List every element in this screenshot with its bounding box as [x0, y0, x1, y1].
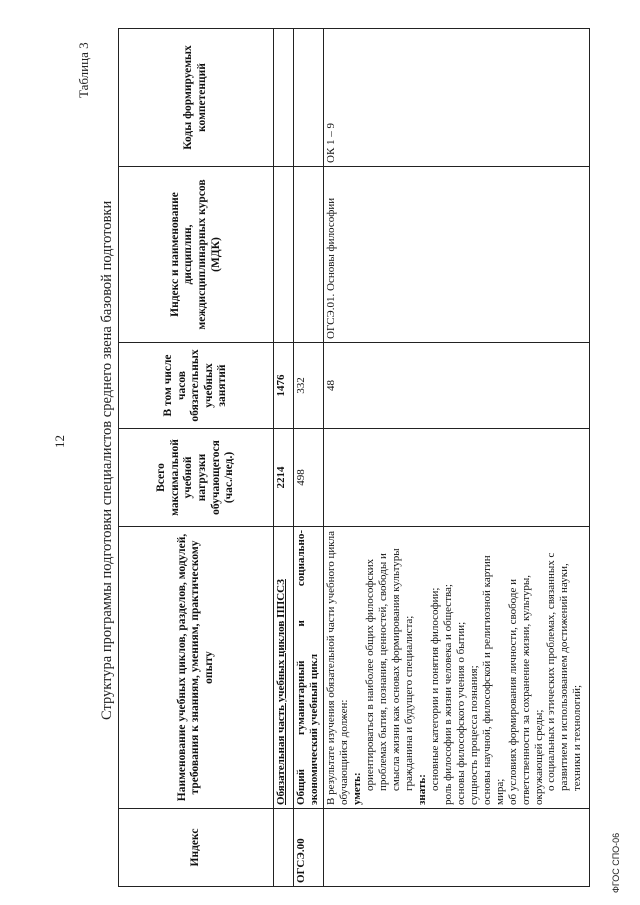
desc-heading-znat: знать: [415, 774, 428, 805]
table-row-mandatory [274, 29, 294, 887]
table-header-row [119, 29, 274, 887]
header-codes: Коды формируемых компетенций [119, 29, 274, 167]
cycle-total: 498 [294, 429, 324, 527]
content-description [324, 527, 590, 809]
mandatory-label: Обязательная часть учебных циклов ППССЗ [274, 527, 294, 809]
table-row-cycle [294, 29, 324, 887]
header-total: Всего максимальной учебной нагрузки обучающегося (час./нед.) [119, 429, 274, 527]
cycle-label-word2: гуманитарный [295, 660, 307, 735]
table-row-content [324, 29, 590, 887]
desc-line: основы научной, философской и религиозной картин мира; [480, 555, 506, 805]
desc-heading-umet: уметь: [350, 772, 363, 805]
cycle-label [294, 527, 324, 809]
header-name: Наименование учебных циклов, разделов, модулей, требования к знаниям, умениям, практическому опыту [119, 527, 274, 809]
desc-line: В результате изучения обязательной части учебного цикла обучающийся должен: [325, 531, 350, 805]
footer-mark: ФГОС СПО-06 [611, 832, 621, 893]
desc-line: об условиях формирования личности, свободе и ответственности за сохранение жизни, культуры, окружающей среды; [506, 574, 545, 805]
cycle-index: ОГСЭ.00 [294, 809, 324, 887]
cycle-label-word1: Общий [295, 768, 307, 805]
mandatory-required: 1476 [274, 343, 294, 429]
desc-line: основы философского учения о бытии; [454, 621, 467, 805]
content-codes: ОК 1 – 9 [324, 29, 590, 167]
cycle-label-word3: и [295, 620, 307, 627]
structure-table [118, 28, 590, 887]
header-index: Индекс [119, 809, 274, 887]
desc-line: сущность процесса познания; [467, 665, 480, 805]
desc-line: ориентироваться в наиболее общих философских проблемах бытия, познания, ценностей, свободы и смысла жизни как основах формирования культуры гражданина и будущего специалиста; [363, 548, 415, 791]
content-required: 48 [324, 343, 590, 429]
content-discipline: ОГСЭ.01. Основы философии [324, 167, 590, 343]
header-discipline: Индекс и наименование дисциплин, междисциплинарных курсов (МДК) [119, 167, 274, 343]
header-required: В том числе часов обязательных учебных занятий [119, 343, 274, 429]
cycle-label-word4: социально- [295, 530, 307, 587]
cycle-label-line2: экономический учебный цикл [307, 653, 320, 805]
desc-line: роль философии в жизни человека и общества; [441, 584, 454, 805]
table-label: Таблица 3 [76, 42, 91, 98]
mandatory-total: 2214 [274, 429, 294, 527]
rotated-table-page [118, 29, 590, 887]
cycle-required: 332 [294, 343, 324, 429]
desc-line: основные категории и понятия философии; [428, 587, 441, 791]
page-number: 12 [52, 435, 67, 448]
document-title: Структура программы подготовки специалистов среднего звена базовой подготовки [99, 200, 115, 720]
desc-line: о социальных и этических проблемах, связанных с развитием и использованием достижений науки, техники и технологий; [545, 552, 584, 791]
